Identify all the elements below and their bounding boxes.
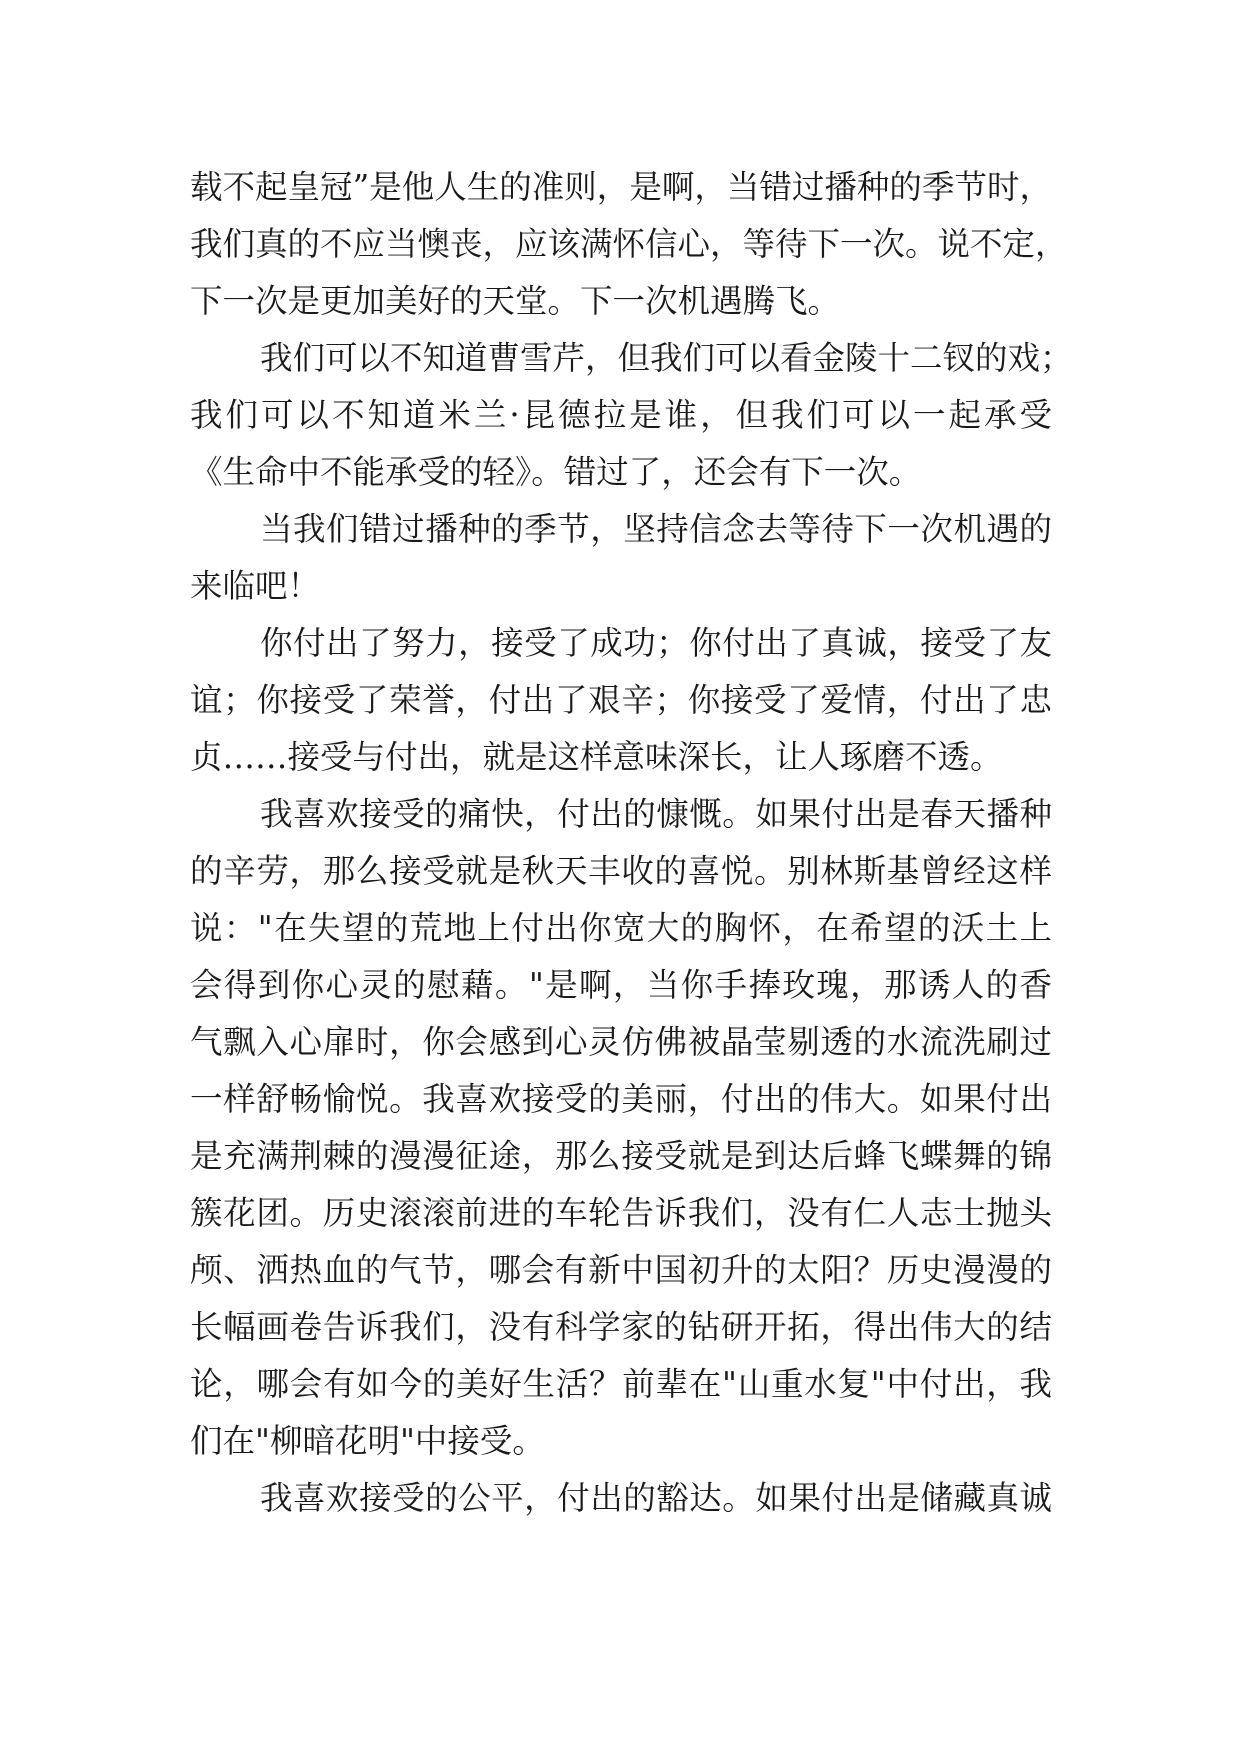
text-line: 一样舒畅愉悦。我喜欢接受的美丽，付出的伟大。如果付出 [190, 1080, 1052, 1118]
paragraph-first-line: 你付出了努力，接受了成功；你付出了真诚，接受了友 [260, 624, 1052, 662]
text-line: 簇花团。历史滚滚前进的车轮告诉我们，没有仁人志士抛头 [190, 1194, 1052, 1232]
text-line: 下一次是更加美好的天堂。下一次机遇腾飞。 [190, 282, 841, 320]
text-line: 说："在失望的荒地上付出你宽大的胸怀，在希望的沃土上 [190, 909, 1052, 947]
text-line: 气飘入心扉时，你会感到心灵仿佛被晶莹剔透的水流洗刷过 [190, 1023, 1052, 1061]
text-line: 颅、洒热血的气节，哪会有新中国初升的太阳？历史漫漫的 [190, 1251, 1052, 1289]
text-line: 们在"柳暗花明"中接受。 [190, 1422, 545, 1460]
text-line: 论，哪会有如今的美好生活？前辈在"山重水复"中付出，我 [190, 1365, 1052, 1403]
text-line: 会得到你心灵的慰藉。"是啊，当你手捧玫瑰，那诱人的香 [190, 966, 1052, 1004]
text-line: 贞……接受与付出，就是这样意味深长，让人琢磨不透。 [190, 738, 1003, 776]
text-line: 来临吧！ [190, 567, 321, 605]
text-line: 我们可以不知道米兰·昆德拉是谁，但我们可以一起承受 [190, 396, 1052, 434]
text-line: 《生命中不能承受的轻》。错过了，还会有下一次。 [190, 453, 922, 491]
paragraph-first-line: 我喜欢接受的痛快，付出的慷慨。如果付出是春天播种 [260, 795, 1052, 833]
text-line: 是充满荆棘的漫漫征途，那么接受就是到达后蜂飞蝶舞的锦 [190, 1137, 1052, 1175]
text-line: 长幅画卷告诉我们，没有科学家的钻研开拓，得出伟大的结 [190, 1308, 1052, 1346]
text-line: 载不起皇冠”是他人生的准则，是啊，当错过播种的季节时， [190, 168, 1052, 206]
paragraph-first-line: 当我们错过播种的季节，坚持信念去等待下一次机遇的 [260, 510, 1052, 548]
text-line: 的辛劳，那么接受就是秋天丰收的喜悦。别林斯基曾经这样 [190, 852, 1052, 890]
paragraph-first-line: 我喜欢接受的公平，付出的豁达。如果付出是储藏真诚 [260, 1479, 1052, 1517]
text-line: 谊；你接受了荣誉，付出了艰辛；你接受了爱情，付出了忠 [190, 681, 1052, 719]
paragraph-first-line: 我们可以不知道曹雪芹，但我们可以看金陵十二钗的戏； [260, 339, 1073, 377]
text-line: 我们真的不应当懊丧，应该满怀信心，等待下一次。说不定， [190, 225, 1068, 263]
